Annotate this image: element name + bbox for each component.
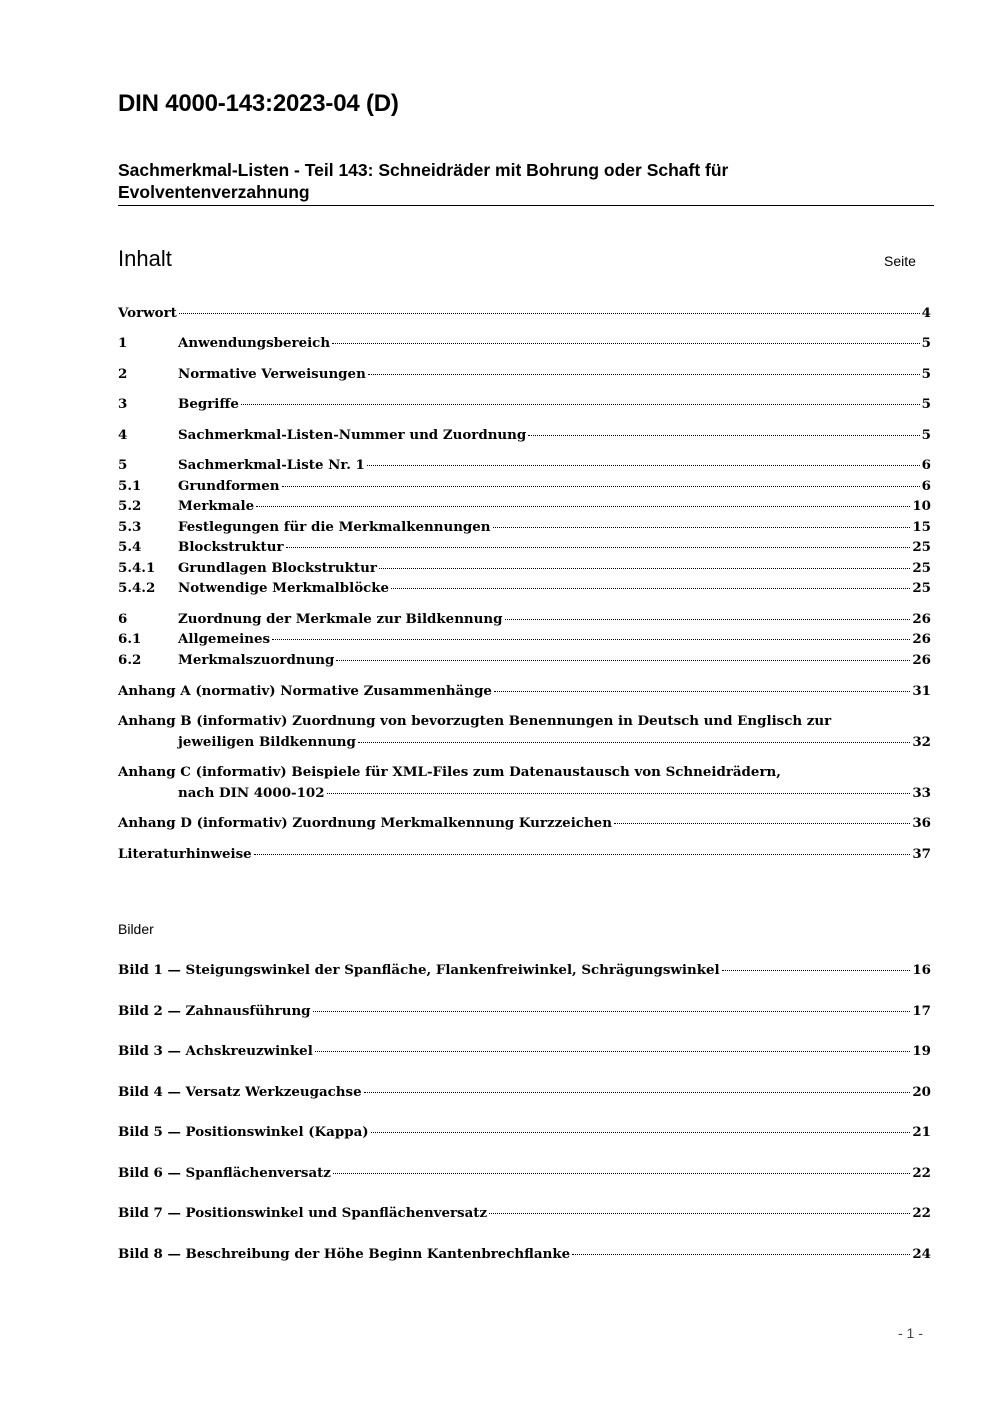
toc-leader — [315, 1051, 911, 1052]
toc-entry-text: Grundlagen Blockstruktur — [178, 560, 377, 576]
toc-leader — [722, 970, 911, 971]
page-number: - 1 - — [898, 1325, 923, 1341]
toc-entry-text: Allgemeines — [178, 631, 271, 647]
figure-entry-page: 16 — [912, 962, 931, 978]
toc-entry-page: 31 — [912, 683, 931, 699]
figure-entry-page: 22 — [912, 1205, 931, 1221]
toc-entry-page: 26 — [912, 631, 931, 647]
page-column-label: Seite — [884, 253, 916, 269]
figures-heading: Bilder — [118, 921, 154, 937]
toc-entry-anhang-a[interactable] — [118, 681, 931, 701]
toc-entry-text: Sachmerkmal-Listen-Nummer und Zuordnung — [178, 427, 527, 443]
toc-entry-number: 1 — [118, 335, 128, 351]
toc-entry-page: 5 — [921, 335, 931, 351]
toc-entry-6-2[interactable] — [118, 650, 931, 670]
toc-leader — [272, 639, 910, 640]
toc-entry-text: Anhang B (informativ) Zuordnung von bevorzugten Benennungen in Deutsch und Englisch zur — [118, 713, 832, 729]
toc-entry-text: Zuordnung der Merkmale zur Bildkennung — [178, 611, 503, 627]
toc-entry-number: 4 — [118, 427, 128, 443]
toc-entry-anhang-d[interactable] — [118, 813, 931, 833]
toc-entry-page: 25 — [912, 560, 931, 576]
toc-entry-page: 33 — [912, 785, 931, 801]
toc-entry-page: 6 — [921, 478, 931, 494]
toc-leader — [336, 660, 910, 661]
toc-entry-text: Normative Verweisungen — [178, 366, 366, 382]
figure-entry-text: Bild 8 — Beschreibung der Höhe Beginn Kantenbrechflanke — [118, 1246, 571, 1262]
toc-entry-number: 6 — [118, 611, 128, 627]
toc-leader — [528, 435, 919, 436]
toc-heading: Inhalt — [118, 246, 172, 271]
toc-leader — [241, 404, 920, 405]
figure-entry-6[interactable] — [118, 1163, 931, 1183]
toc-leader — [368, 374, 920, 375]
toc-leader — [572, 1254, 910, 1255]
toc-leader — [358, 742, 910, 743]
toc-leader — [256, 506, 910, 507]
toc-entry-page: 25 — [912, 539, 931, 555]
toc-entry-text: Notwendige Merkmalblöcke — [178, 580, 390, 596]
subtitle-line-2: Evolventenverzahnung — [118, 182, 310, 202]
toc-entry-page: 5 — [921, 396, 931, 412]
figure-entry-text: Bild 1 — Steigungswinkel der Spanfläche, Flankenfreiwinkel, Schrägungswinkel — [118, 962, 720, 978]
toc-entry-page: 10 — [912, 498, 931, 514]
toc-entry-literatur[interactable] — [118, 844, 931, 864]
toc-entry-page: 32 — [912, 734, 931, 750]
toc-entry-number: 5.4.2 — [118, 580, 156, 596]
toc-entry-number: 3 — [118, 396, 128, 412]
document-subtitle — [118, 159, 934, 206]
toc-leader — [254, 854, 911, 855]
toc-leader — [371, 1132, 911, 1133]
toc-entry-text: Literaturhinweise — [118, 846, 252, 862]
figure-entry-text: Bild 3 — Achskreuzwinkel — [118, 1043, 313, 1059]
toc-entry-text: Vorwort — [118, 305, 177, 321]
toc-leader — [505, 619, 911, 620]
toc-entry-text: jeweiligen Bildkennung — [178, 734, 356, 750]
toc-leader — [364, 1092, 911, 1093]
toc-entry-5-3[interactable] — [118, 517, 931, 537]
figure-entry-7[interactable] — [118, 1203, 931, 1223]
figure-entry-5[interactable] — [118, 1122, 931, 1142]
toc-entry-page: 15 — [912, 519, 931, 535]
toc-entry-number: 6.2 — [118, 652, 142, 668]
toc-leader — [614, 823, 910, 824]
toc-leader — [379, 568, 910, 569]
toc-entry-page: 26 — [912, 652, 931, 668]
toc-entry-4[interactable] — [118, 425, 931, 445]
figure-entry-4[interactable] — [118, 1082, 931, 1102]
figure-entry-page: 17 — [912, 1003, 931, 1019]
toc-entry-number: 5.4.1 — [118, 560, 156, 576]
figure-entry-8[interactable] — [118, 1244, 931, 1264]
figure-entry-text: Bild 5 — Positionswinkel (Kappa) — [118, 1124, 369, 1140]
toc-entry-page: 26 — [912, 611, 931, 627]
figure-entry-text: Bild 6 — Spanflächenversatz — [118, 1165, 331, 1181]
toc-entry-5-4-2[interactable] — [118, 578, 931, 598]
figure-entry-page: 22 — [912, 1165, 931, 1181]
figure-entry-text: Bild 7 — Positionswinkel und Spanflächenversatz — [118, 1205, 488, 1221]
figure-entry-2[interactable] — [118, 1001, 931, 1021]
figure-entry-page: 19 — [912, 1043, 931, 1059]
toc-entry-6-1[interactable] — [118, 629, 931, 649]
toc-entry-page: 5 — [921, 366, 931, 382]
toc-entry-page: 37 — [912, 846, 931, 862]
toc-entry-page: 5 — [921, 427, 931, 443]
toc-entry-3[interactable] — [118, 394, 931, 414]
toc-entry-anhang-c-line1[interactable] — [118, 762, 931, 782]
toc-entry-5-1[interactable] — [118, 476, 931, 496]
toc-leader — [327, 793, 911, 794]
figure-entry-text: Bild 2 — Zahnausführung — [118, 1003, 311, 1019]
figure-entry-page: 20 — [912, 1084, 931, 1100]
toc-entry-number: 5.2 — [118, 498, 142, 514]
toc-entry-text: Merkmale — [178, 498, 255, 514]
toc-leader — [391, 588, 910, 589]
toc-entry-5-2[interactable] — [118, 496, 931, 516]
toc-entry-text: Anwendungsbereich — [178, 335, 331, 351]
toc-entry-text: Merkmalszuordnung — [178, 652, 335, 668]
figure-entry-1[interactable] — [118, 960, 931, 980]
subtitle-line-1: Sachmerkmal-Listen - Teil 143: Schneidräder mit Bohrung oder Schaft für — [118, 160, 729, 180]
toc-leader — [367, 465, 920, 466]
toc-leader — [282, 486, 920, 487]
toc-entry-text: Grundformen — [178, 478, 280, 494]
toc-entry-2[interactable] — [118, 364, 931, 384]
toc-entry-anhang-b-line1[interactable] — [118, 711, 931, 731]
toc-leader — [493, 527, 911, 528]
toc-entry-number: 5 — [118, 457, 128, 473]
toc-leader — [313, 1011, 911, 1012]
toc-entry-number: 2 — [118, 366, 128, 382]
toc-entry-page: 36 — [912, 815, 931, 831]
toc-entry-5-4-1[interactable] — [118, 558, 931, 578]
document-title: DIN 4000-143:2023-04 (D) — [118, 90, 399, 117]
toc-entry-vorwort[interactable] — [118, 303, 931, 323]
toc-entry-number: 5.4 — [118, 539, 142, 555]
toc-entry-anhang-c-line2[interactable] — [118, 783, 931, 803]
figure-entry-page: 21 — [912, 1124, 931, 1140]
toc-entry-1[interactable] — [118, 333, 931, 353]
toc-entry-5[interactable] — [118, 455, 931, 475]
toc-leader — [494, 691, 910, 692]
toc-entry-page: 25 — [912, 580, 931, 596]
figure-entry-page: 24 — [912, 1246, 931, 1262]
figure-entry-text: Bild 4 — Versatz Werkzeugachse — [118, 1084, 362, 1100]
toc-entry-number: 5.3 — [118, 519, 142, 535]
toc-entry-6[interactable] — [118, 609, 931, 629]
toc-entry-number: 5.1 — [118, 478, 142, 494]
toc-entry-anhang-b-line2[interactable] — [118, 732, 931, 752]
toc-entry-page: 4 — [921, 305, 931, 321]
toc-entry-text: Blockstruktur — [178, 539, 284, 555]
toc-entry-text: Festlegungen für die Merkmalkennungen — [178, 519, 491, 535]
toc-entry-text: nach DIN 4000-102 — [178, 785, 325, 801]
toc-entry-text: Sachmerkmal-Liste Nr. 1 — [178, 457, 365, 473]
toc-entry-text: Anhang C (informativ) Beispiele für XML-Files zum Datenaustausch von Schneidrädern, — [118, 764, 781, 780]
toc-leader — [286, 547, 911, 548]
toc-entry-text: Anhang A (normativ) Normative Zusammenhänge — [118, 683, 492, 699]
toc-leader — [489, 1213, 910, 1214]
figure-entry-3[interactable] — [118, 1041, 931, 1061]
toc-entry-5-4[interactable] — [118, 537, 931, 557]
toc-entry-text: Begriffe — [178, 396, 239, 412]
toc-leader — [179, 313, 920, 314]
toc-entry-page: 6 — [921, 457, 931, 473]
toc-leader — [332, 343, 920, 344]
toc-leader — [333, 1173, 910, 1174]
toc-entry-text: Anhang D (informativ) Zuordnung Merkmalkennung Kurzzeichen — [118, 815, 612, 831]
toc-entry-number: 6.1 — [118, 631, 142, 647]
